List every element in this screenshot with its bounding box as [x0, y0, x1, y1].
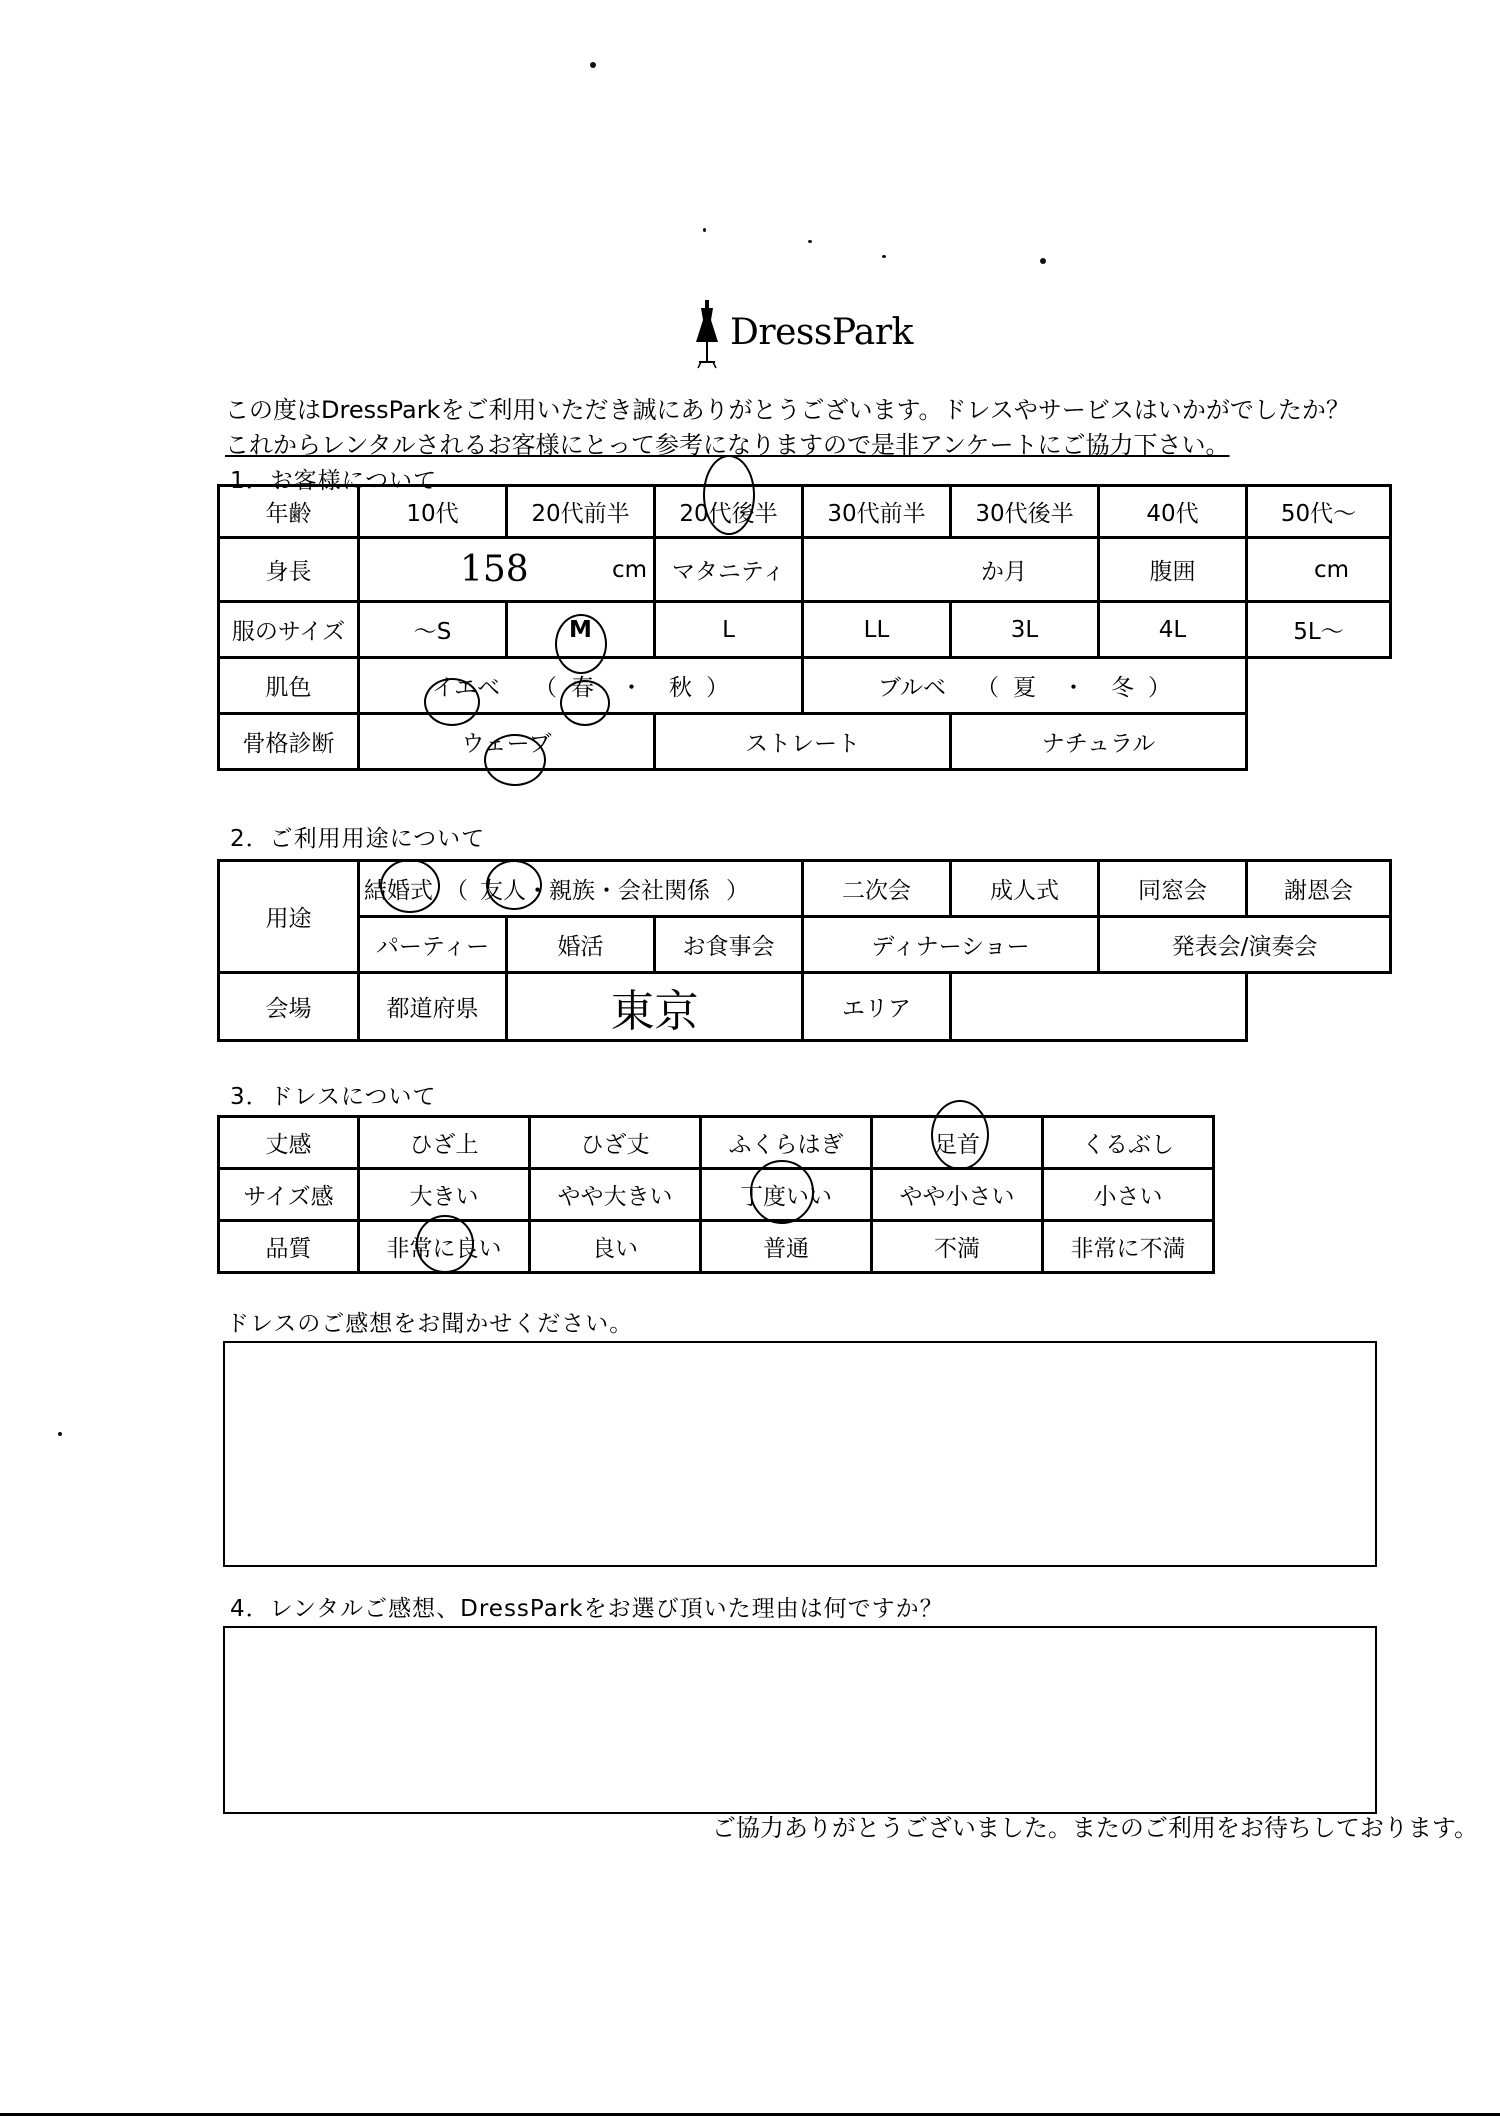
purpose-option[interactable]: 成人式 — [951, 861, 1099, 917]
frame-row — [219, 714, 1391, 770]
paren-open: （ — [445, 878, 468, 904]
empty-cell — [1247, 658, 1391, 714]
paren-close: ） — [1148, 675, 1172, 701]
size-option[interactable]: LL — [803, 602, 951, 658]
frame-option[interactable]: ストレート — [655, 714, 951, 770]
height-label: 身長 — [219, 538, 359, 602]
wedding-others: ・親族・会社関係 — [526, 878, 710, 904]
purpose-option[interactable]: 婚活 — [507, 917, 655, 973]
prefecture-label: 都道府県 — [359, 973, 507, 1041]
fit-option[interactable]: やや大きい — [530, 1169, 701, 1221]
length-option[interactable]: ひざ丈 — [530, 1117, 701, 1169]
dress-comment-box[interactable] — [223, 1341, 1377, 1567]
page-border-line — [0, 2113, 1500, 2116]
skin-blue-summer: 夏 — [1013, 675, 1037, 701]
size-option[interactable]: 4L — [1099, 602, 1247, 658]
quality-option-selected[interactable]: 非常に良い — [359, 1221, 530, 1273]
purpose-option[interactable]: パーティー — [359, 917, 507, 973]
size-row — [219, 602, 1391, 658]
section1-title: 1．お客様について — [230, 468, 438, 494]
maternity-label: マタニティ — [655, 538, 803, 602]
size-option[interactable]: 5L～ — [1247, 602, 1391, 658]
age-row — [219, 486, 1391, 538]
dress-row — [219, 1117, 1214, 1169]
area-label: エリア — [803, 973, 951, 1041]
length-option-selected[interactable]: 足首 — [872, 1117, 1043, 1169]
prefecture-field[interactable] — [507, 973, 803, 1041]
skin-row — [219, 658, 1391, 714]
paren-close: ） — [726, 878, 749, 904]
dress-row — [219, 1221, 1214, 1273]
fit-option[interactable]: 大きい — [359, 1169, 530, 1221]
venue-row — [219, 973, 1391, 1041]
dress-icon — [690, 298, 724, 370]
length-option[interactable]: ひざ上 — [359, 1117, 530, 1169]
intro-line-2: これからレンタルされるお客様にとって参考になりますので是非アンケートにご協力下さい。 — [225, 431, 1230, 459]
section3-title: 3．ドレスについて — [230, 1084, 437, 1110]
skin-yellow-name: イエベ — [431, 675, 501, 701]
skin-blue-winter: 冬 — [1111, 675, 1135, 701]
age-option[interactable]: 50代～ — [1247, 486, 1391, 538]
skin-yellow[interactable] — [359, 658, 803, 714]
paren-open: （ — [976, 675, 1000, 701]
paren-open: （ — [534, 675, 558, 701]
purpose-option[interactable]: お食事会 — [655, 917, 803, 973]
separator-dot: ・ — [620, 675, 644, 701]
section2-title: 2．ご利用用途について — [230, 826, 486, 852]
section4-title: 4．レンタルご感想、DressParkをお選び頂いた理由は何ですか？ — [230, 1596, 944, 1622]
purpose-wedding[interactable] — [359, 861, 803, 917]
frame-label: 骨格診断 — [219, 714, 359, 770]
waist-field[interactable] — [1247, 538, 1391, 602]
purpose-option[interactable]: ディナーショー — [803, 917, 1099, 973]
empty-cell — [1247, 714, 1391, 770]
wedding-label: 結婚式 — [364, 878, 433, 904]
skin-yellow-autumn: 秋 — [669, 675, 693, 701]
intro-line-1: この度はDressParkをご利用いただき誠にありがとうございます。ドレスやサービスはいかがでしたか？ — [225, 396, 1350, 424]
age-option-selected[interactable]: 20代後半 — [655, 486, 803, 538]
length-option[interactable]: ふくらはぎ — [701, 1117, 872, 1169]
rental-comment-box[interactable] — [223, 1626, 1377, 1814]
fit-option-selected[interactable]: 丁度いい — [701, 1169, 872, 1221]
skin-label: 肌色 — [219, 658, 359, 714]
area-field[interactable] — [951, 973, 1247, 1041]
quality-option[interactable]: 良い — [530, 1221, 701, 1273]
dress-row-label: サイズ感 — [219, 1169, 359, 1221]
dress-row-label: 丈感 — [219, 1117, 359, 1169]
dress-comment-prompt: ドレスのご感想をお聞かせください。 — [226, 1311, 634, 1337]
customer-table — [217, 484, 1392, 771]
size-option[interactable]: L — [655, 602, 803, 658]
skin-blue-name: ブルベ — [877, 675, 947, 701]
purpose-label: 用途 — [219, 861, 359, 973]
quality-option[interactable]: 普通 — [701, 1221, 872, 1273]
body-row — [219, 538, 1391, 602]
size-option-selected[interactable]: M — [507, 602, 655, 658]
age-option[interactable]: 10代 — [359, 486, 507, 538]
age-option[interactable]: 30代前半 — [803, 486, 951, 538]
empty-cell — [1247, 973, 1391, 1041]
age-option[interactable]: 20代前半 — [507, 486, 655, 538]
dress-row — [219, 1169, 1214, 1221]
skin-yellow-spring: 春 — [571, 675, 595, 701]
skin-blue[interactable] — [803, 658, 1247, 714]
purpose-row-2 — [219, 917, 1391, 973]
dress-table — [217, 1115, 1215, 1274]
maternity-field[interactable] — [803, 538, 1099, 602]
purpose-option[interactable]: 謝恩会 — [1247, 861, 1391, 917]
purpose-option[interactable]: 同窓会 — [1099, 861, 1247, 917]
maternity-unit: か月 — [981, 559, 1027, 585]
purpose-row-1 — [219, 861, 1391, 917]
wedding-friend: 友人 — [480, 878, 526, 904]
separator-dot: ・ — [1062, 675, 1086, 701]
purpose-option[interactable]: 発表会/演奏会 — [1099, 917, 1391, 973]
age-option[interactable]: 30代後半 — [951, 486, 1099, 538]
quality-option[interactable]: 非常に不満 — [1043, 1221, 1214, 1273]
quality-option[interactable]: 不満 — [872, 1221, 1043, 1273]
fit-option[interactable]: 小さい — [1043, 1169, 1214, 1221]
length-option[interactable]: くるぶし — [1043, 1117, 1214, 1169]
waist-label: 腹囲 — [1099, 538, 1247, 602]
size-option[interactable]: ～S — [359, 602, 507, 658]
purpose-table — [217, 859, 1392, 1042]
frame-option-selected[interactable]: ウェーブ — [359, 714, 655, 770]
brand-logo — [690, 298, 930, 372]
age-label: 年齢 — [219, 486, 359, 538]
closing-message: ご協力ありがとうございました。またのご利用をお待ちしております。 — [711, 1814, 1478, 1842]
fit-option[interactable]: やや小さい — [872, 1169, 1043, 1221]
height-field[interactable] — [359, 538, 655, 602]
age-option[interactable]: 40代 — [1099, 486, 1247, 538]
purpose-option[interactable]: 二次会 — [803, 861, 951, 917]
frame-option[interactable]: ナチュラル — [951, 714, 1247, 770]
brand-name: DressPark — [730, 312, 913, 353]
size-label: 服のサイズ — [219, 602, 359, 658]
height-value: 158 — [460, 549, 529, 590]
venue-label: 会場 — [219, 973, 359, 1041]
prefecture-value: 東京 — [610, 985, 699, 1037]
paren-close: ） — [706, 675, 730, 701]
dress-row-label: 品質 — [219, 1221, 359, 1273]
size-option[interactable]: 3L — [951, 602, 1099, 658]
waist-unit: cm — [1313, 556, 1349, 583]
height-unit: cm — [611, 557, 647, 583]
